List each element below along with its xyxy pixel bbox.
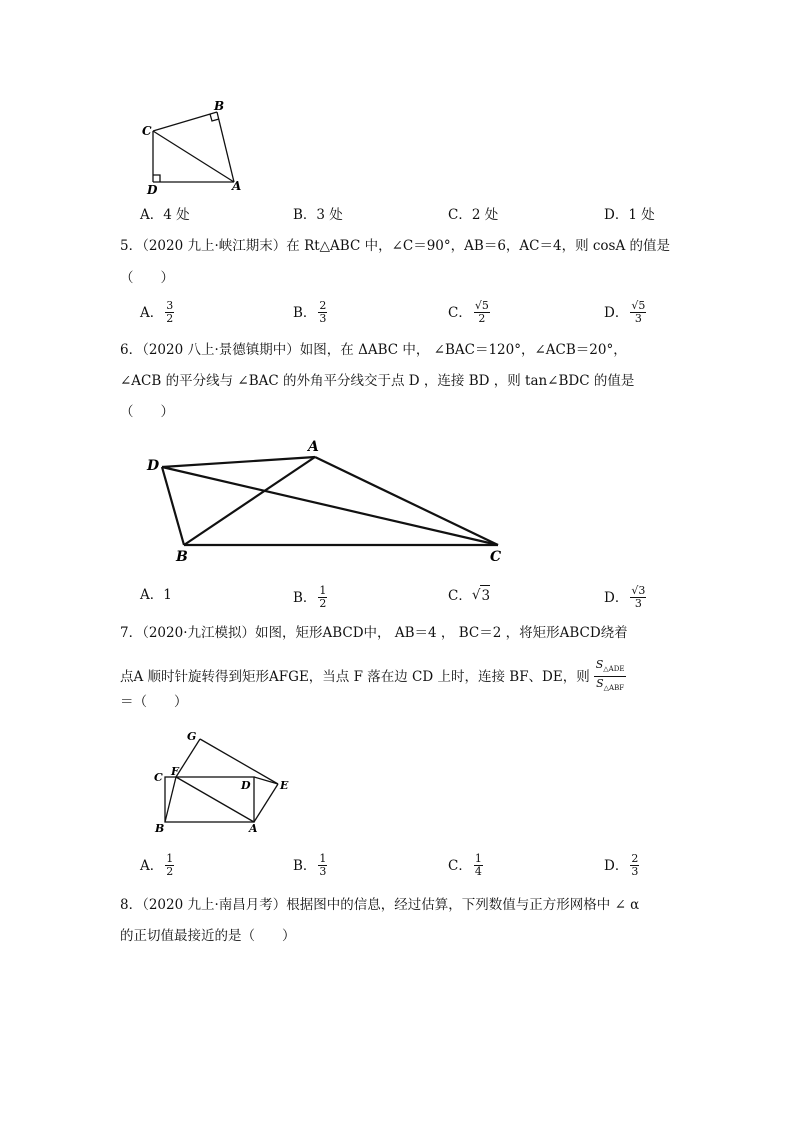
q7-stem-line3: ＝（ ） <box>120 694 188 710</box>
q4-option-c[interactable]: C．2 处 <box>448 207 499 223</box>
q5-option-c[interactable] <box>448 300 490 325</box>
right-angle-mark-d <box>153 175 160 182</box>
q5-option-a[interactable] <box>140 300 174 325</box>
fraction: $\frac{1}{2}$ <box>319 584 327 610</box>
segment-bf <box>165 777 176 822</box>
fraction: $\frac{√5}{2}$ <box>474 299 489 325</box>
label-b: B <box>176 549 188 565</box>
label-f: F <box>171 765 179 778</box>
q6-stem-line2: ∠ACB 的平分线与 ∠BAC 的外角平分线交于点 D ，连接 BD ，则 tan∠BDC 的值是 <box>120 373 635 389</box>
option-prefix: D． <box>604 589 629 606</box>
label-g: G <box>187 730 197 743</box>
q6-option-b[interactable] <box>293 585 327 610</box>
q6-option-d[interactable] <box>604 585 646 610</box>
q6-stem-line3: （ ） <box>120 404 174 420</box>
segment-de <box>254 777 278 784</box>
figure-quadrilateral-abcd <box>135 98 255 198</box>
q4-option-b[interactable]: B．3 处 <box>293 207 343 223</box>
option-prefix: D． <box>604 857 629 874</box>
option-prefix: C． <box>448 857 472 874</box>
label-d: D <box>147 183 158 197</box>
label-d: D <box>147 458 160 474</box>
q7-stem-line2 <box>120 658 626 695</box>
segment-cb <box>153 112 217 131</box>
q7-option-a[interactable] <box>140 853 174 878</box>
fraction: $\frac{1}{2}$ <box>166 852 174 878</box>
q6-stem-line1: 6．（2020 八上·景德镇期中）如图，在 ΔABC 中， ∠BAC＝120°，∠ACB＝20°， <box>120 342 627 358</box>
option-prefix: C． <box>448 587 472 604</box>
q4-option-d[interactable]: D．1 处 <box>604 207 655 223</box>
q6-option-a[interactable] <box>140 585 172 605</box>
segment-db <box>162 467 184 545</box>
label-e: E <box>280 779 289 792</box>
option-value: 1 <box>163 587 172 603</box>
segment-dc <box>162 467 498 545</box>
square-root: √ 3 <box>471 587 491 604</box>
fraction: $\frac{1}{4}$ <box>474 852 482 878</box>
q5-option-d[interactable] <box>604 300 646 325</box>
label-a: A <box>232 179 242 193</box>
q5-stem-line2: （ ） <box>120 270 174 286</box>
label-b: B <box>155 822 165 835</box>
fraction: $\frac{3}{2}$ <box>166 299 174 325</box>
q7-stem-line1: 7．（2020·九江模拟）如图，矩形ABCD中， AB＝4 ， BC＝2 ，将矩形ABCD绕着 <box>120 625 628 641</box>
option-prefix: A． <box>140 587 164 603</box>
q8-stem-line1: 8．（2020 九上·南昌月考）根据图中的信息，经过估算，下列数值与正方形网格中 ∠ α <box>120 897 640 913</box>
fraction: $\frac{2}{3}$ <box>319 299 327 325</box>
fraction: $\frac{2}{3}$ <box>631 852 639 878</box>
q7-option-c[interactable] <box>448 853 483 878</box>
fraction: $\frac{√5}{3}$ <box>631 299 646 325</box>
q7-option-d[interactable] <box>604 853 639 878</box>
option-prefix: B． <box>293 589 317 606</box>
option-prefix: B． <box>293 857 317 874</box>
q7-stem-line2-text: 点A 顺时针旋转得到矩形AFGE，当点 F 落在边 CD 上时，连接 BF、DE，则 <box>120 668 590 685</box>
label-b: B <box>214 99 225 113</box>
figure-rotated-rectangle <box>148 726 298 838</box>
segment-ba <box>217 112 234 182</box>
label-d: D <box>241 779 251 792</box>
q5-stem-line1: 5．（2020 九上·峡江期末）在 Rt△ABC 中，∠C＝90°，AB＝6，AC＝4，则 cosA 的值是 <box>120 238 671 254</box>
segment-fg <box>176 739 200 777</box>
option-prefix: C． <box>448 304 472 321</box>
segment-ea <box>254 784 278 822</box>
label-c: C <box>154 771 163 784</box>
label-a: A <box>249 822 258 835</box>
q4-option-a[interactable]: A．4 处 <box>140 207 190 223</box>
q5-option-b[interactable] <box>293 300 327 325</box>
label-c: C <box>490 549 502 565</box>
segment-da <box>162 457 315 467</box>
segment-ca <box>153 131 234 182</box>
fraction: $\frac{1}{3}$ <box>319 852 327 878</box>
option-prefix: A． <box>140 304 164 321</box>
figure-triangle-abc-with-d <box>140 432 520 567</box>
label-a: A <box>308 439 319 455</box>
q8-stem-line2: 的正切值最接近的是（ ） <box>120 928 296 944</box>
option-prefix: D． <box>604 304 629 321</box>
option-prefix: A． <box>140 857 164 874</box>
label-c: C <box>142 124 152 138</box>
segment-ba <box>184 457 315 545</box>
q7-option-b[interactable] <box>293 853 327 878</box>
fraction: $\frac{√3}{3}$ <box>631 584 646 610</box>
q6-option-c[interactable] <box>448 585 490 606</box>
segment-ac <box>315 457 498 545</box>
option-prefix: B． <box>293 304 317 321</box>
area-ratio: $\frac{S_{\triangle ADE}}{S_{\triangle ABF}}$ <box>595 658 625 693</box>
